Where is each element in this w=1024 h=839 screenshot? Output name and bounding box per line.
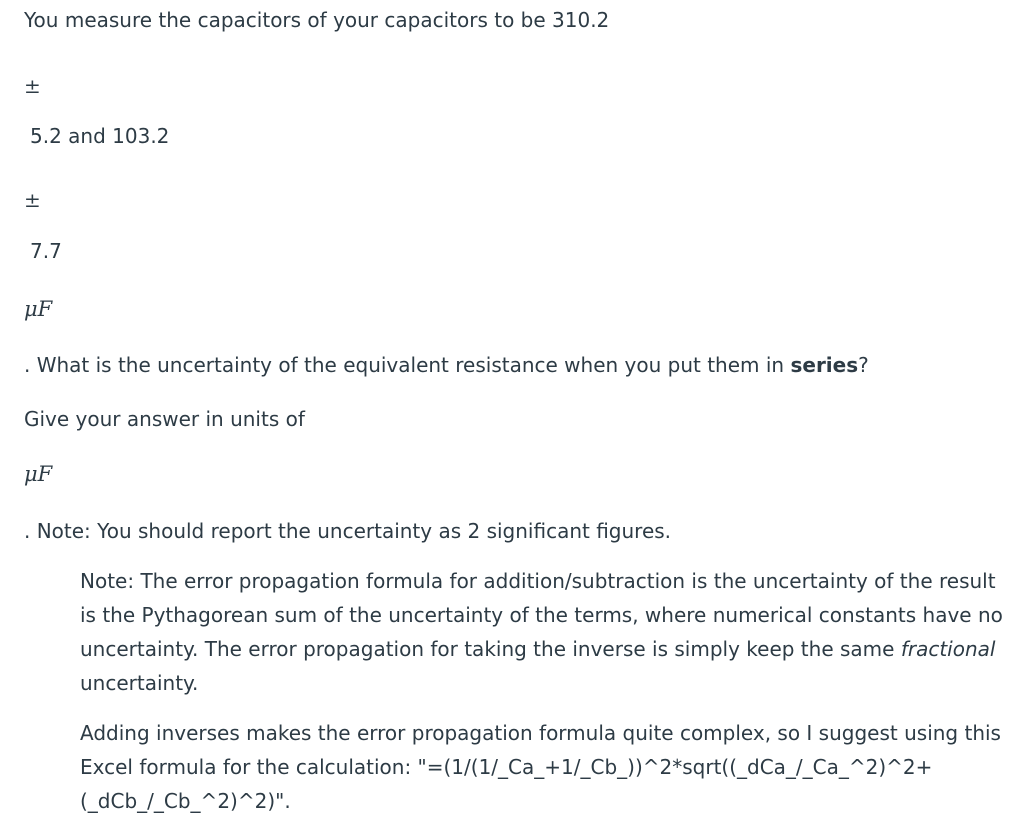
series-question <box>24 353 869 377</box>
series-question-prefix: . What is the uncertainty of the equivalent resistance when you put them in <box>24 353 791 377</box>
units-prompt: Give your answer in units of <box>24 407 305 431</box>
propagation-note-paragraph-1 <box>80 564 1015 700</box>
propagation-note-paragraph-2: Adding inverses makes the error propagation formula quite complex, so I suggest using this Excel formula for the calculation: "=(1/(1/_Ca_+1/_Cb_))^2*sqrt((_dCa_/_Ca_^2)^2+(_dCb_/_Cb_^2)^2)". <box>80 721 1001 813</box>
question-intro: You measure the capacitors of your capacitors to be 310.2 <box>24 8 610 32</box>
propagation-note-block <box>80 564 1015 818</box>
plus-minus-symbol-2: ± <box>24 188 41 212</box>
unit-microfarad-2: μF <box>24 462 53 486</box>
uncertainty-a-and-value-b: 5.2 and 103.2 <box>30 124 170 148</box>
note-p1-text-b: uncertainty. <box>80 671 199 695</box>
unit-microfarad-1: μF <box>24 297 53 321</box>
series-keyword: series <box>790 353 859 377</box>
series-question-suffix: ? <box>858 353 869 377</box>
uncertainty-b: 7.7 <box>30 239 62 263</box>
note-p1-emphasis: fractional <box>900 637 996 661</box>
plus-minus-symbol-1: ± <box>24 74 41 98</box>
note-p1-text-a: Note: The error propagation formula for addition/subtraction is the uncertainty of the result is the Pythagorean sum of the uncertainty of the terms, where numerical constants have no uncertainty. The error propagation for taking the inverse is simply keep the same <box>80 569 1003 661</box>
sig-fig-note: . Note: You should report the uncertainty as 2 significant figures. <box>24 519 672 543</box>
